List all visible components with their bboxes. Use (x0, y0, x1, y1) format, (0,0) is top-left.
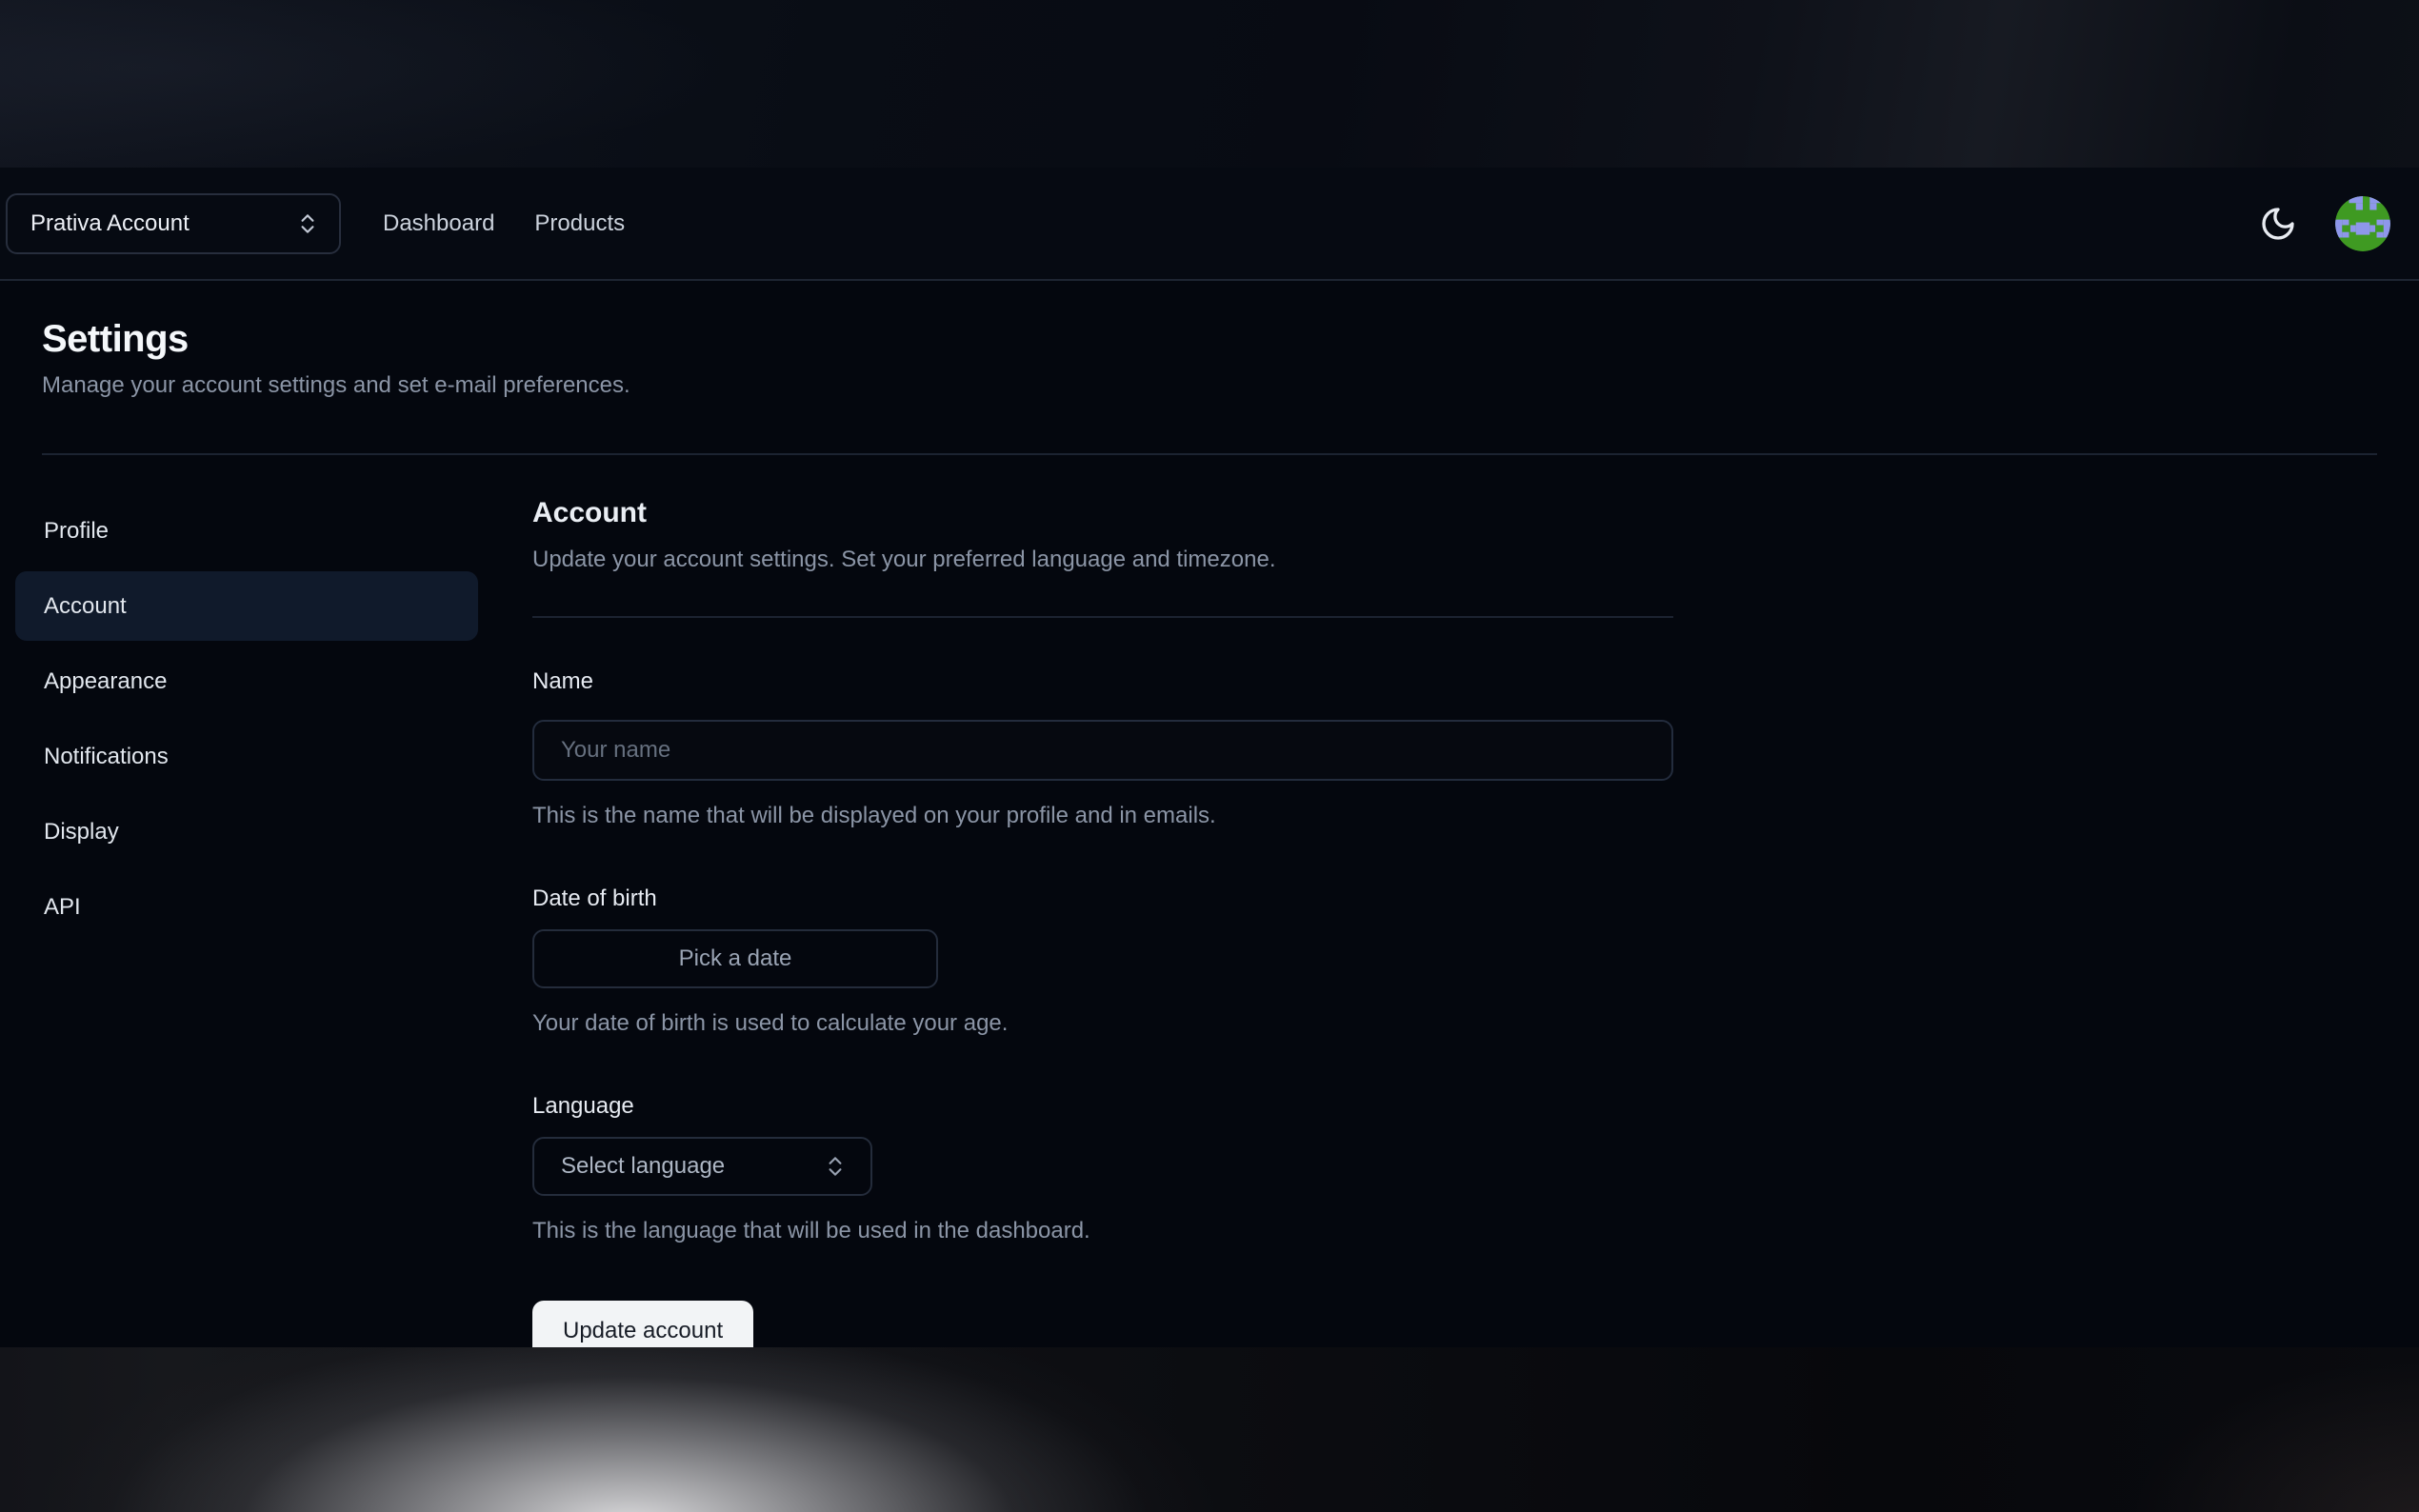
navbar-right (2259, 196, 2390, 251)
section-title: Account (532, 497, 647, 528)
dob-field-group (532, 885, 1673, 1036)
sidebar-item-display[interactable]: Display (44, 818, 119, 845)
sidebar-item-api[interactable]: API (44, 893, 81, 920)
section-divider (532, 616, 1673, 618)
theme-toggle-button[interactable] (2259, 205, 2297, 243)
language-help-text: This is the language that will be used in the dashboard. (532, 1218, 1090, 1243)
name-label: Name (532, 668, 594, 694)
chevrons-up-down-icon (823, 1154, 848, 1179)
team-switcher-value: Prativa Account (30, 209, 190, 236)
sidebar-item-account[interactable]: Account (15, 571, 478, 641)
sidebar-item-appearance[interactable]: Appearance (44, 667, 168, 694)
nav-link-dashboard[interactable]: Dashboard (383, 209, 495, 236)
section-description: Update your account settings. Set your preferred language and timezone. (532, 547, 1276, 572)
language-label: Language (532, 1093, 634, 1119)
language-select-value: Select language (561, 1153, 726, 1179)
language-field-group (532, 1093, 1673, 1243)
name-field-group (532, 668, 1673, 828)
sidebar-item-notifications[interactable]: Notifications (44, 743, 169, 769)
nav-link-products[interactable]: Products (534, 209, 626, 236)
page-title: Settings (42, 318, 189, 360)
top-navbar (0, 168, 2419, 281)
hero-backdrop (0, 0, 2419, 168)
pixel-identicon (2335, 196, 2390, 251)
date-picker-button[interactable]: Pick a date (532, 929, 938, 988)
name-input[interactable] (532, 720, 1673, 781)
bottom-glow-overlay (0, 1347, 2419, 1512)
user-avatar[interactable] (2335, 196, 2390, 251)
team-switcher-dropdown[interactable] (6, 193, 341, 254)
dob-label: Date of birth (532, 885, 657, 911)
primary-nav (383, 210, 625, 237)
page-subtitle: Manage your account settings and set e-mail preferences. (42, 372, 630, 398)
name-help-text: This is the name that will be displayed on your profile and in emails. (532, 803, 1216, 828)
moon-icon (2259, 205, 2297, 243)
header-divider (42, 453, 2377, 455)
settings-sidebar (15, 496, 478, 942)
page-header (0, 280, 2419, 455)
update-account-button[interactable]: Update account (532, 1301, 753, 1362)
chevrons-up-down-icon (295, 211, 320, 236)
language-select[interactable] (532, 1137, 872, 1196)
account-settings-form (532, 496, 1673, 1362)
sidebar-item-profile[interactable]: Profile (44, 517, 110, 544)
dob-help-text: Your date of birth is used to calculate your age. (532, 1010, 1009, 1036)
